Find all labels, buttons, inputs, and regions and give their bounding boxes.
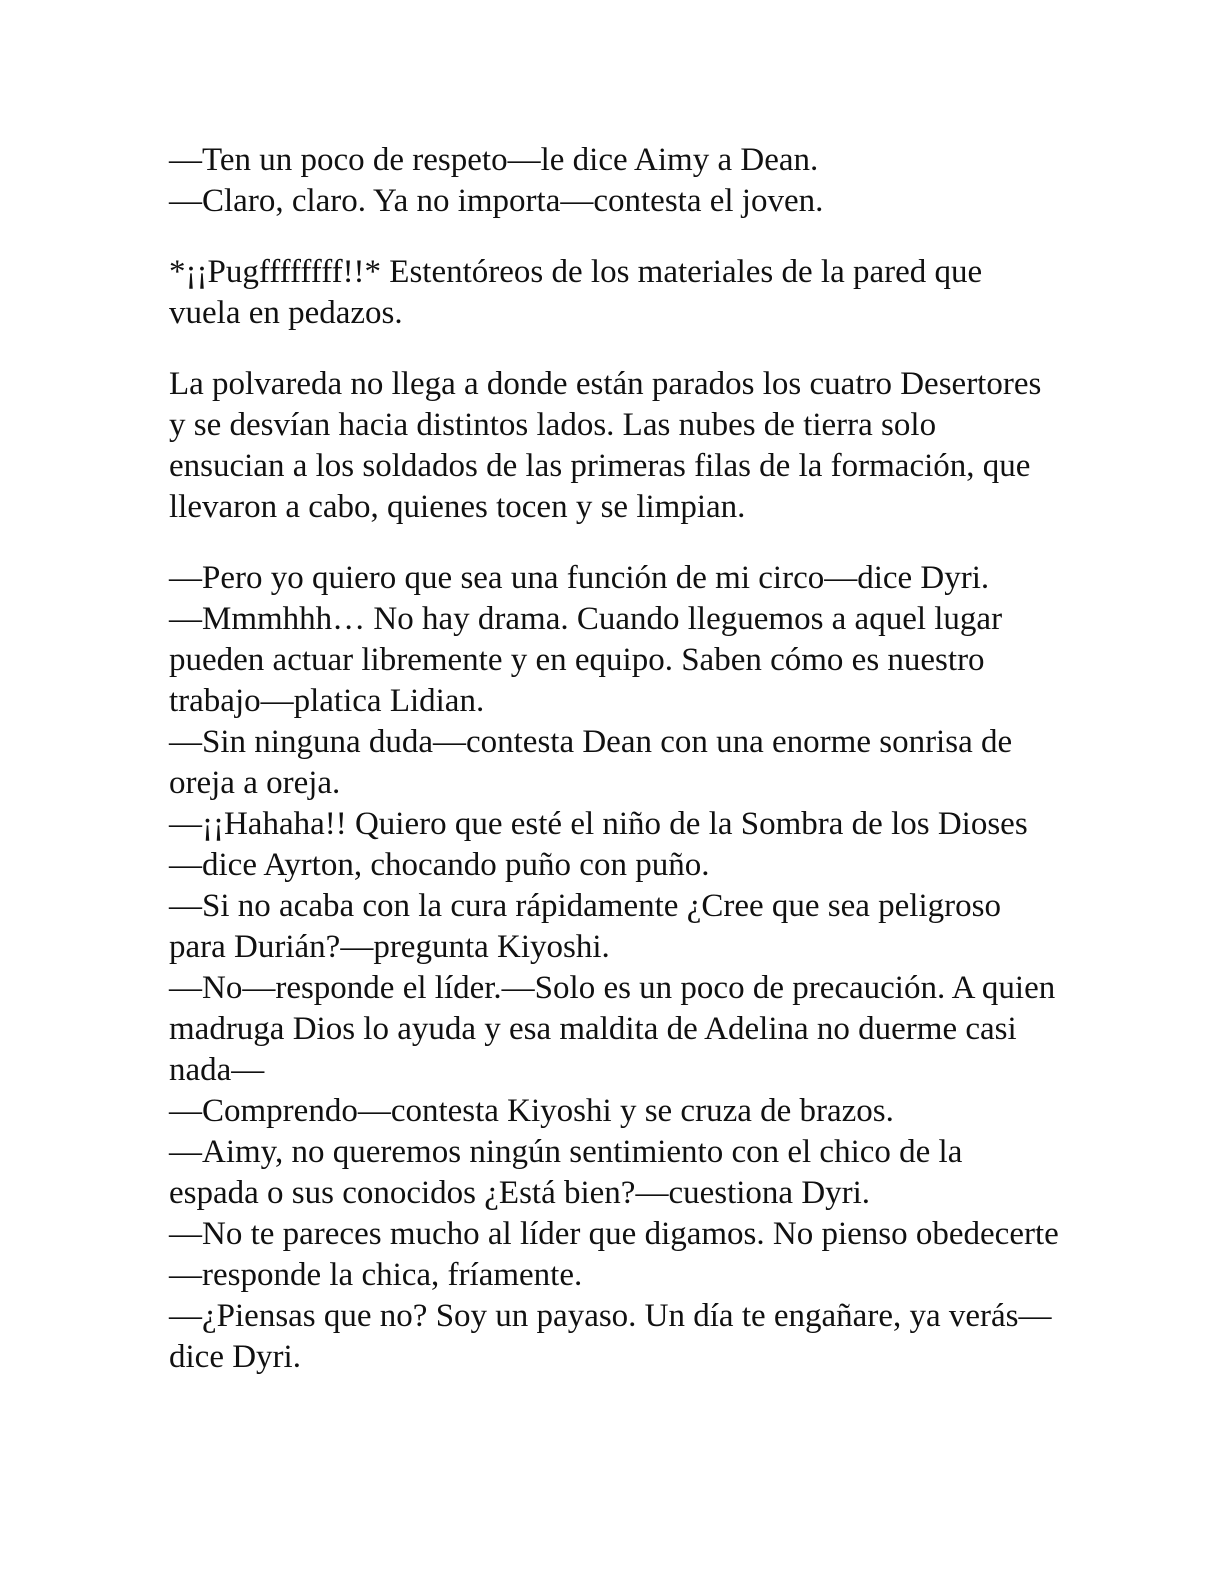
- document-page: [169, 140, 1059, 1378]
- dialogue-block-2: [169, 558, 1059, 1378]
- dialogue-line: —¿Piensas que no? Soy un payaso. Un día te engañare, ya verás—dice Dyri.: [169, 1298, 1052, 1375]
- dialogue-line: —Sin ninguna duda—contesta Dean con una enorme sonrisa de oreja a oreja.: [169, 724, 1013, 801]
- paragraph-text: *¡¡Pugffffffff!!* Estentóreos de los materiales de la pared que vuela en pedazos.: [169, 254, 983, 331]
- dialogue-line: —¡¡Hahaha!! Quiero que esté el niño de la Sombra de los Dioses—dice Ayrton, chocando puño con puño.: [169, 806, 1028, 883]
- dialogue-line: —Claro, claro. Ya no importa—contesta el joven.: [169, 183, 824, 219]
- dialogue-line: —No te pareces mucho al líder que digamos. No pienso obedecerte—responde la chica, fríamente.: [169, 1216, 1059, 1293]
- dialogue-line: —Comprendo—contesta Kiyoshi y se cruza de brazos.: [169, 1093, 894, 1129]
- dialogue-line: —Si no acaba con la cura rápidamente ¿Cree que sea peligroso para Durián?—pregunta Kiyoshi.: [169, 888, 1001, 965]
- dialogue-block-1: [169, 140, 1059, 222]
- sound-effect-paragraph: [169, 252, 1059, 334]
- dialogue-line: —Pero yo quiero que sea una función de mi circo—dice Dyri.: [169, 560, 990, 596]
- dialogue-line: —No—responde el líder.—Solo es un poco de precaución. A quien madruga Dios lo ayuda y esa maldita de Adelina no duerme casi nada—: [169, 970, 1056, 1088]
- narrative-paragraph: [169, 364, 1059, 528]
- dialogue-line: —Mmmhhh… No hay drama. Cuando lleguemos a aquel lugar pueden actuar libremente y en equipo. Saben cómo es nuestro trabajo—platica Lidian.: [169, 601, 1003, 719]
- paragraph-text: La polvareda no llega a donde están parados los cuatro Desertores y se desvían hacia distintos lados. Las nubes de tierra solo ensucian a los soldados de las primeras filas de la formación, que llevaron a cabo, quienes tocen y se limpian.: [169, 366, 1042, 525]
- dialogue-line: —Aimy, no queremos ningún sentimiento con el chico de la espada o sus conocidos ¿Está bien?—cuestiona Dyri.: [169, 1134, 963, 1211]
- dialogue-line: —Ten un poco de respeto—le dice Aimy a Dean.: [169, 142, 819, 178]
